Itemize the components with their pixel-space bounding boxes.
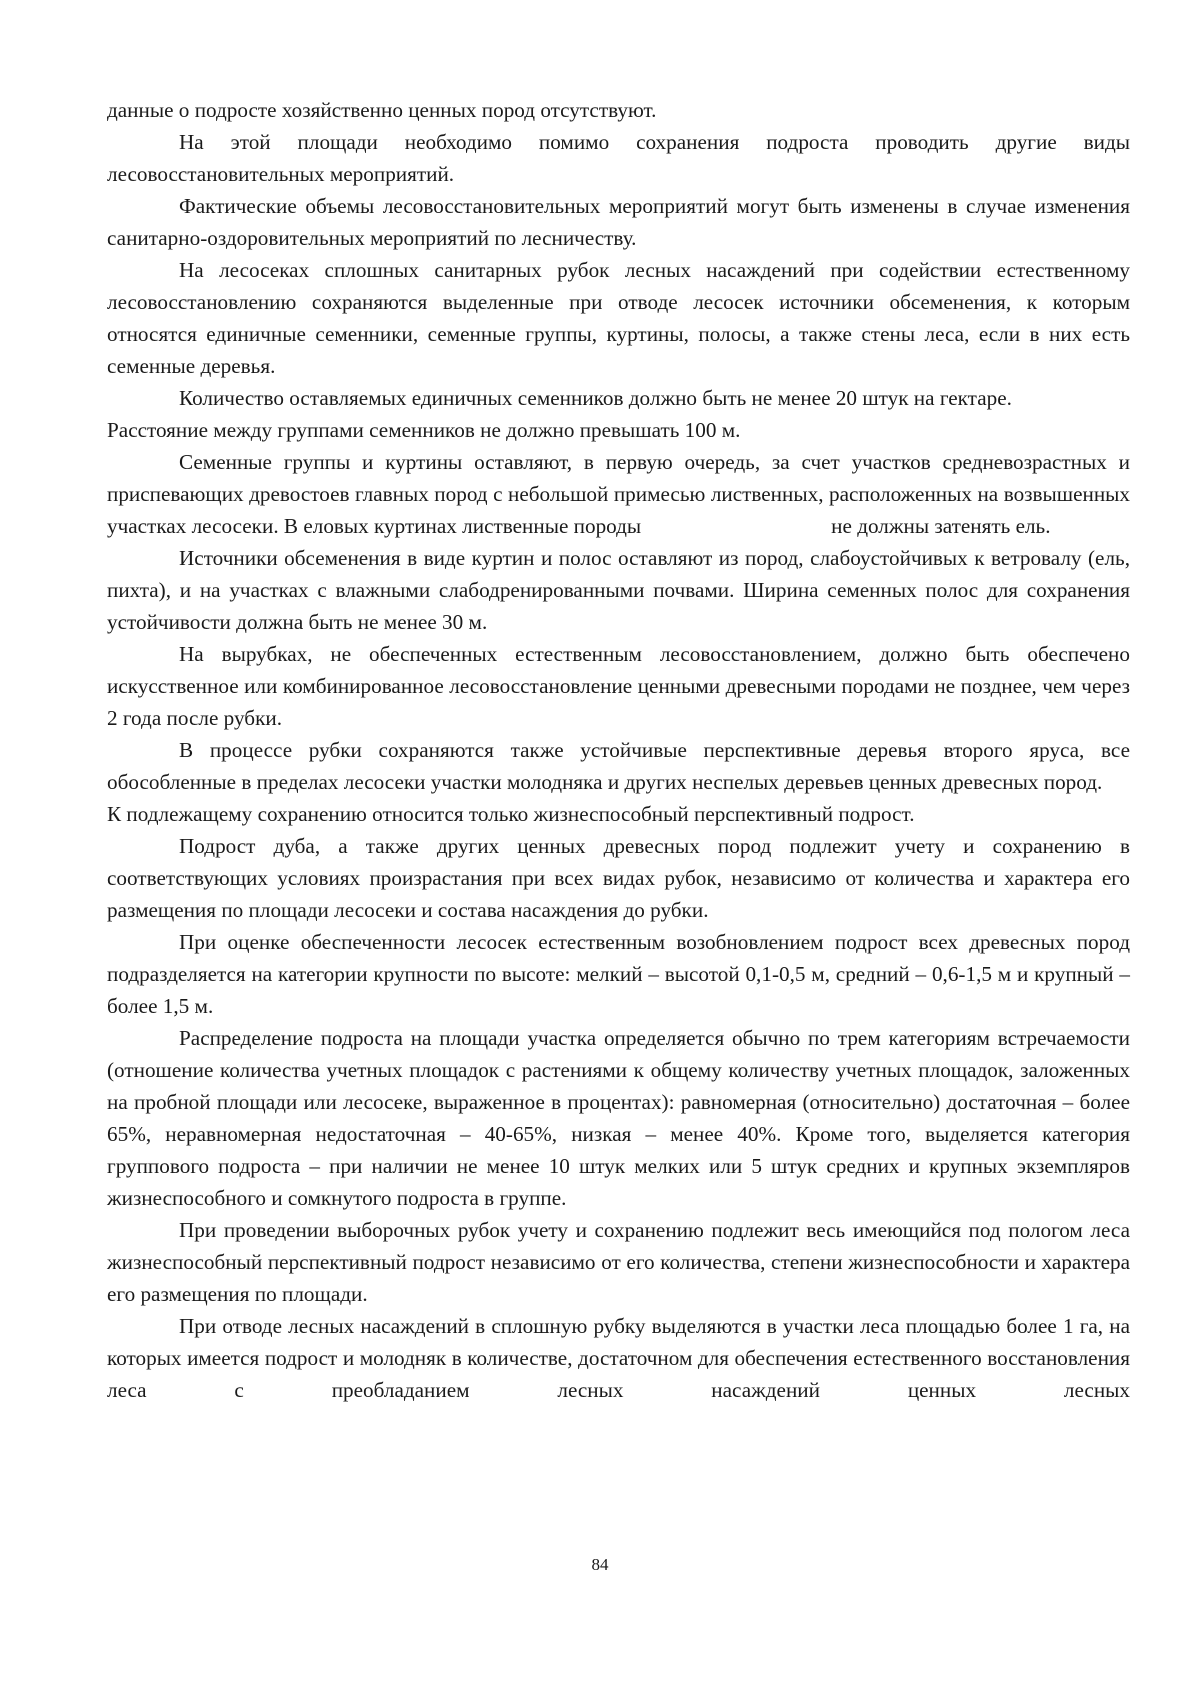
paragraph-6: Расстояние между группами семенников не должно превышать 100 м. (107, 418, 741, 442)
page-number: 84 (591, 1555, 609, 1574)
paragraph-7-tail: не должны затенять ель. (831, 514, 1051, 538)
paragraph-12: Подрост дуба, а также других ценных древесных пород подлежит учету и сохранению в соответствующих условиях произрастания при всех видах рубок, независимо от количества и характера его размещения по площади лесосеки и состава насаждения до рубки. (107, 834, 1130, 922)
paragraph-2: На этой площади необходимо помимо сохранения подроста проводить другие виды лесовосстановительных мероприятий. (107, 130, 1130, 186)
paragraph-5: Количество оставляемых единичных семенников должно быть не менее 20 штук на гектаре. (179, 386, 1012, 410)
paragraph-9: На вырубках, не обеспеченных естественным лесовосстановлением, должно быть обеспечено искусственное или комбинированное лесовосстановление ценными древесными породами не позднее, чем через 2 года после рубки. (107, 642, 1130, 730)
paragraph-4: На лесосеках сплошных санитарных рубок лесных насаждений при содействии естественному лесовосстановлению сохраняются выделенные при отводе лесосек источники обсеменения, к которым относятся единичные семенники, семенные группы, куртины, полосы, а также стены леса, если в них есть семенные деревья. (107, 258, 1130, 378)
paragraph-15: При проведении выборочных рубок учету и сохранению подлежит весь имеющийся под пологом леса жизнеспособный перспективный подрост независимо от его количества, степени жизнеспособности и характера его размещения по площади. (107, 1218, 1130, 1306)
paragraph-1: данные о подросте хозяйственно ценных пород отсутствуют. (107, 98, 657, 122)
paragraph-8: Источники обсеменения в виде куртин и полос оставляют из пород, слабоустойчивых к ветровалу (ель, пихта), и на участках с влажными слабодренированными почвами. Ширина семенных полос для сохранения устойчивости должна быть не менее 30 м. (107, 546, 1130, 634)
paragraph-16: При отводе лесных насаждений в сплошную рубку выделяются в участки леса площадью более 1 га, на которых имеется подрост и молодняк в количестве, достаточном для обеспечения естественного восстановления леса с преобладанием лесных насаждений ценных лесных (107, 1314, 1130, 1402)
paragraph-10: В процессе рубки сохраняются также устойчивые перспективные деревья второго яруса, все обособленные в пределах лесосеки участки молодняка и других неспелых деревьев ценных древесных пород. (107, 738, 1130, 794)
paragraph-14: Распределение подроста на площади участка определяется обычно по трем категориям встречаемости (отношение количества учетных площадок с растениями к общему количеству учетных площадок, заложенных на пробной площади или лесосеке, выраженное в процентах): равномерная (относительно) достаточная – более 65%, неравномерная недостаточная – 40-65%, низкая – менее 40%. Кроме того, выделяется категория группового подроста – при наличии не менее 10 штук мелких или 5 штук средних и крупных экземпляров жизнеспособного и сомкнутого подроста в группе. (107, 1026, 1130, 1210)
document-body (107, 94, 1130, 1406)
paragraph-7 (107, 446, 1130, 542)
paragraph-11: К подлежащему сохранению относится только жизнеспособный перспективный подрост. (107, 802, 915, 826)
paragraph-3: Фактические объемы лесовосстановительных мероприятий могут быть изменены в случае изменения санитарно-оздоровительных мероприятий по лесничеству. (107, 194, 1130, 250)
paragraph-7-text: Семенные группы и куртины оставляют, в первую очередь, за счет участков средневозрастных и приспевающих древостоев главных пород с небольшой примесью лиственных, расположенных на возвышенных участках лесосеки. В еловых куртинах лиственные породы (107, 450, 1130, 538)
paragraph-13: При оценке обеспеченности лесосек естественным возобновлением подрост всех древесных пород подразделяется на категории крупности по высоте: мелкий – высотой 0,1-0,5 м, средний – 0,6-1,5 м и крупный – более 1,5 м. (107, 930, 1130, 1018)
